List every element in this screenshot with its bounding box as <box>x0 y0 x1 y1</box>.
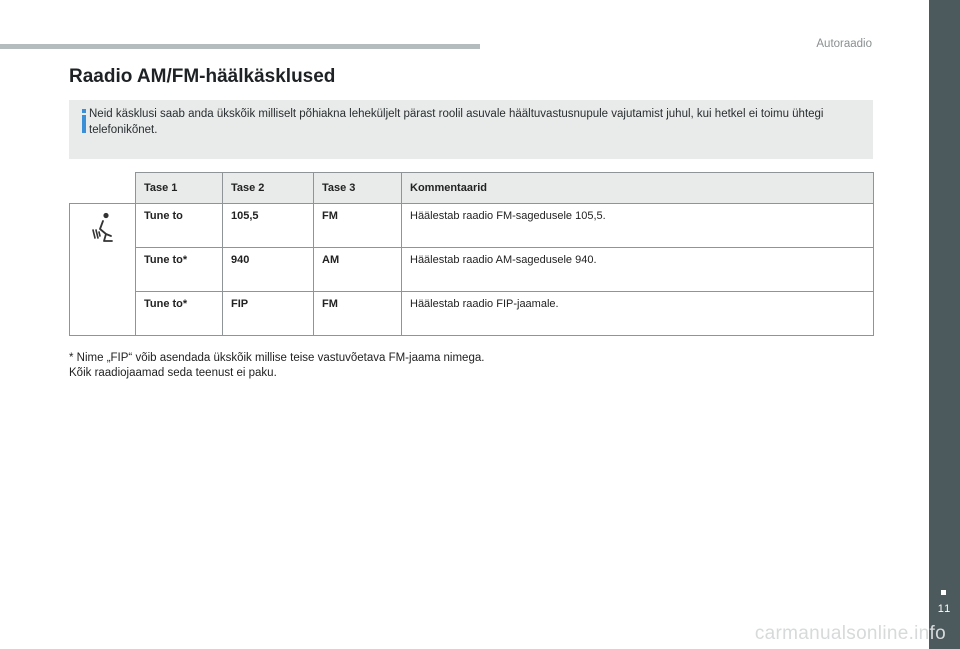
info-box <box>69 100 873 159</box>
footnote <box>69 351 484 381</box>
watermark: carmanualsonline.info <box>754 623 946 644</box>
info-text: Neid käsklusi saab anda ükskõik milliselt põhiakna leheküljelt pärast roolil asuvale häältuvastusnupule vajutamist juhul, kui hetkel ei toimu ühtegi telefonikõnet. <box>89 108 824 136</box>
table-header-row <box>70 173 874 204</box>
page-number: 11 <box>937 603 952 615</box>
page-title: Raadio AM/FM-häälkäsklused <box>69 66 336 87</box>
voice-command-icon <box>91 212 115 244</box>
level1-cell: Tune to* <box>136 292 223 336</box>
comment-cell: Häälestab raadio FIP-jaamale. <box>402 292 874 336</box>
page-marker <box>941 590 946 595</box>
footnote-line: Kõik raadiojaamad seda teenust ei paku. <box>69 367 277 379</box>
table-row <box>70 292 874 336</box>
side-bar <box>929 0 960 649</box>
level2-cell: 940 <box>223 248 314 292</box>
column-header: Tase 2 <box>223 173 314 204</box>
table-corner <box>70 173 136 204</box>
level1-cell: Tune to* <box>136 248 223 292</box>
section-label: Autoraadio <box>816 38 872 50</box>
column-header: Tase 3 <box>314 173 402 204</box>
comment-cell: Häälestab raadio AM-sagedusele 940. <box>402 248 874 292</box>
table-row <box>70 248 874 292</box>
level1-cell: Tune to <box>136 204 223 248</box>
level2-cell: FIP <box>223 292 314 336</box>
level3-cell: FM <box>314 204 402 248</box>
level3-cell: FM <box>314 292 402 336</box>
level2-cell: 105,5 <box>223 204 314 248</box>
comment-cell: Häälestab raadio FM-sagedusele 105,5. <box>402 204 874 248</box>
header-rule <box>0 44 480 49</box>
column-header: Tase 1 <box>136 173 223 204</box>
voice-command-table <box>69 172 874 336</box>
column-header: Kommentaarid <box>402 173 874 204</box>
level3-cell: AM <box>314 248 402 292</box>
icon-cell <box>70 204 136 336</box>
footnote-line: * Nime „FIP“ võib asendada ükskõik millise teise vastuvõetava FM-jaama nimega. <box>69 352 485 364</box>
table-row <box>70 204 874 248</box>
